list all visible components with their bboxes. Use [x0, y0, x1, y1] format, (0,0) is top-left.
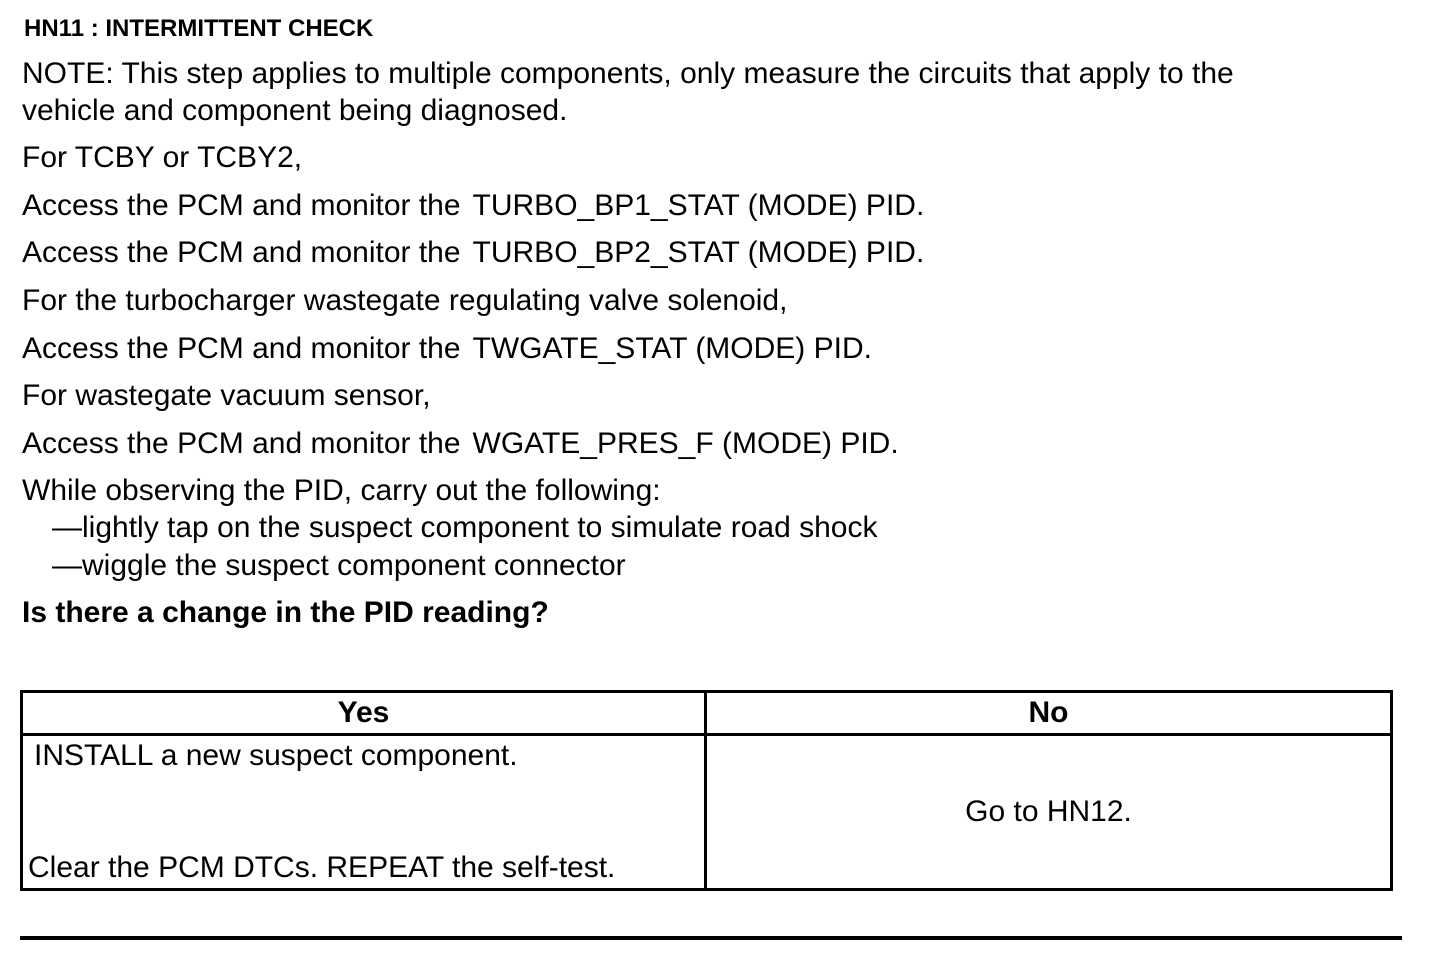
table-header-row: [22, 692, 1392, 735]
step-text: Access the PCM and monitor the: [22, 189, 461, 222]
pid-name: WGATE_PRES_F (MODE) PID.: [472, 427, 899, 460]
observe-item-wiggle: —wiggle the suspect component connector: [52, 549, 626, 582]
step-monitor-bp1: [22, 188, 924, 224]
note-line-2: vehicle and component being diagnosed.: [22, 94, 568, 127]
yes-action-install: INSTALL a new suspect component.: [34, 739, 518, 772]
step-tcby: [22, 140, 302, 176]
header-yes: Yes: [22, 692, 706, 735]
yes-cell: [22, 735, 706, 890]
header-no: No: [706, 692, 1392, 735]
step-monitor-bp2: [22, 235, 924, 271]
pid-name: TURBO_BP2_STAT (MODE) PID.: [472, 236, 925, 269]
yes-action-clear: Clear the PCM DTCs. REPEAT the self-test.: [28, 851, 616, 884]
step-text: For TCBY or TCBY2,: [22, 141, 303, 174]
step-text: Access the PCM and monitor the: [22, 427, 461, 460]
step-wastegate-solenoid: [22, 283, 787, 319]
table-row: [22, 735, 1392, 890]
step-text: Access the PCM and monitor the: [22, 236, 461, 269]
decision-table: [20, 690, 1393, 891]
step-wastegate-sensor: [22, 378, 431, 414]
pid-name: TURBO_BP1_STAT (MODE) PID.: [472, 189, 925, 222]
observe-intro: While observing the PID, carry out the following:: [22, 474, 661, 507]
bottom-divider: [20, 936, 1402, 940]
step-monitor-twgate: [22, 331, 872, 367]
observe-item-tap: —lightly tap on the suspect component to simulate road shock: [52, 511, 878, 544]
step-text: For the turbocharger wastegate regulating valve solenoid,: [22, 284, 788, 317]
step-text: Access the PCM and monitor the: [22, 332, 461, 365]
no-cell: Go to HN12.: [706, 735, 1392, 890]
step-monitor-wgate: [22, 426, 899, 462]
pid-name: TWGATE_STAT (MODE) PID.: [472, 332, 872, 365]
page-heading: HN11 : INTERMITTENT CHECK: [24, 15, 374, 42]
step-text: For wastegate vacuum sensor,: [22, 379, 431, 412]
question: Is there a change in the PID reading?: [22, 596, 549, 629]
note-line-1: NOTE: This step applies to multiple components, only measure the circuits that apply to the: [22, 57, 1234, 90]
